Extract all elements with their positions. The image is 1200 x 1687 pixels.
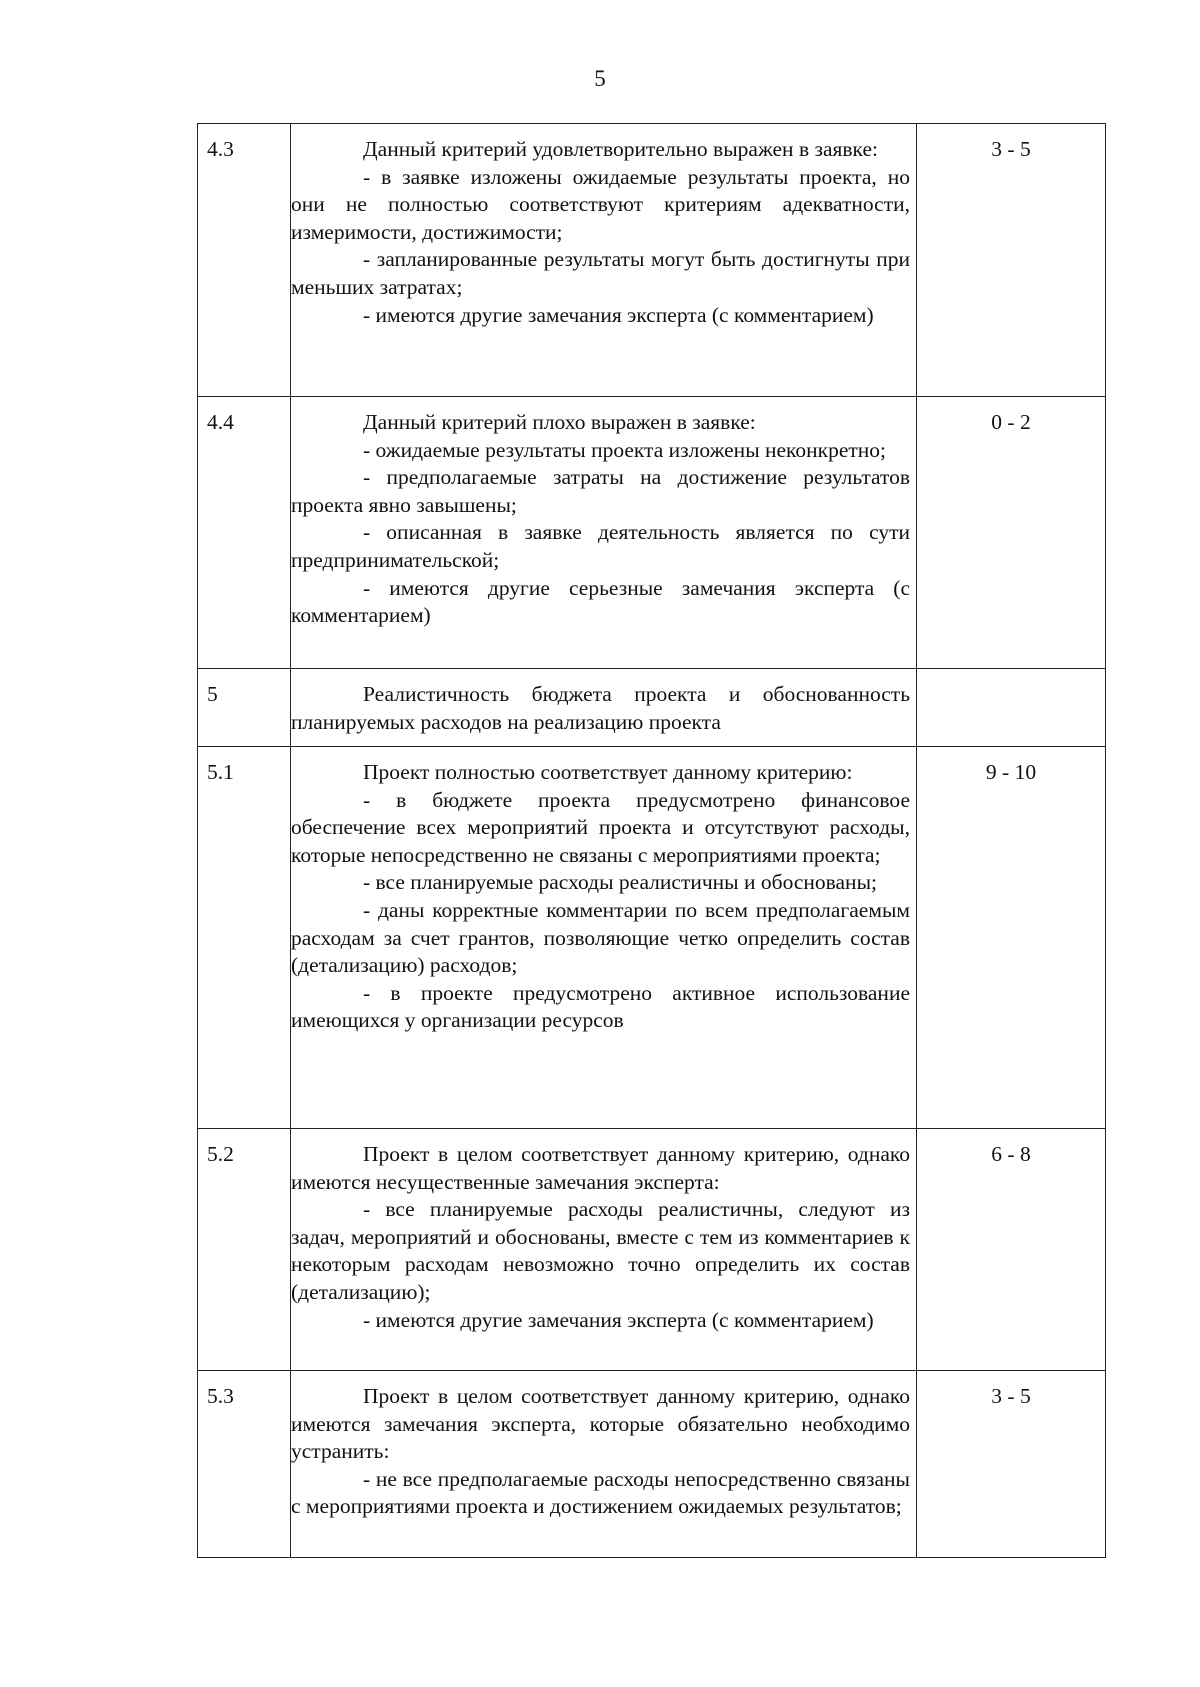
criterion-paragraph: - не все предполагаемые расходы непосредственно связаны с мероприятиями проекта и достижением ожидаемых результатов; xyxy=(291,1466,910,1519)
criterion-paragraph: - в проекте предусмотрено активное использование имеющихся у организации ресурсов xyxy=(291,980,910,1033)
criterion-paragraph: - все планируемые расходы реалистичны и обоснованы; xyxy=(363,870,877,895)
criterion-description xyxy=(291,397,917,669)
table-row xyxy=(198,747,1106,1129)
criterion-score: 3 - 5 xyxy=(917,1371,1106,1558)
criterion-paragraph: Проект в целом соответствует данному критерию, однако имеются замечания эксперта, которые обязательно необходимо устранить: xyxy=(291,1384,910,1464)
criterion-score xyxy=(917,669,1106,747)
criterion-paragraph: - предполагаемые затраты на достижение результатов проекта явно завышены; xyxy=(291,465,910,517)
criterion-description xyxy=(291,669,917,747)
criterion-number: 5.3 xyxy=(198,1371,291,1558)
table-row xyxy=(198,397,1106,669)
criterion-paragraph: Проект полностью соответствует данному критерию: xyxy=(363,760,853,784)
table-row xyxy=(198,1371,1106,1558)
criterion-paragraph: Данный критерий плохо выражен в заявке: xyxy=(363,410,756,434)
criterion-paragraph: - описанная в заявке деятельность является по сути предпринимательской; xyxy=(291,520,910,572)
criterion-paragraph: - имеются другие серьезные замечания эксперта (с комментарием) xyxy=(291,575,910,628)
criterion-number: 4.4 xyxy=(198,397,291,669)
criterion-paragraph: - все планируемые расходы реалистичны, следуют из задач, мероприятий и обоснованы, вместе с тем из комментариев к некоторым расходам невозможно точно определить их состав (детализацию); xyxy=(291,1197,910,1304)
criterion-paragraph: - даны корректные комментарии по всем предполагаемым расходам за счет грантов, позволяющие четко определить состав (детализацию) расходов; xyxy=(291,897,910,978)
criterion-paragraph: - ожидаемые результаты проекта изложены неконкретно; xyxy=(363,437,887,462)
criterion-score: 3 - 5 xyxy=(917,124,1106,397)
criterion-paragraph: - имеются другие замечания эксперта (с комментарием) xyxy=(363,302,874,327)
table-row xyxy=(198,1129,1106,1371)
criterion-number: 5.1 xyxy=(198,747,291,1129)
criterion-score: 6 - 8 xyxy=(917,1129,1106,1371)
criterion-description xyxy=(291,747,917,1129)
criterion-description xyxy=(291,124,917,397)
criterion-paragraph: Реалистичность бюджета проекта и обоснованность планируемых расходов на реализацию проекта xyxy=(291,682,910,734)
criterion-paragraph: - в заявке изложены ожидаемые результаты проекта, но они не полностью соответствуют критериям адекватности, измеримости, достижимости; xyxy=(291,164,910,244)
criterion-paragraph: Проект в целом соответствует данному критерию, однако имеются несущественные замечания эксперта: xyxy=(291,1142,910,1194)
criterion-number: 4.3 xyxy=(198,124,291,397)
criterion-paragraph: Данный критерий удовлетворительно выражен в заявке: xyxy=(363,137,878,161)
criterion-description xyxy=(291,1371,917,1558)
table-row xyxy=(198,124,1106,397)
criterion-description xyxy=(291,1129,917,1371)
criterion-paragraph: - имеются другие замечания эксперта (с комментарием) xyxy=(363,1307,874,1332)
criterion-score: 0 - 2 xyxy=(917,397,1106,669)
criteria-table xyxy=(197,123,1106,1558)
criterion-number: 5 xyxy=(198,669,291,747)
criterion-paragraph: - в бюджете проекта предусмотрено финансовое обеспечение всех мероприятий проекта и отсутствуют расходы, которые непосредственно не связаны с мероприятиями проекта; xyxy=(291,787,910,867)
criterion-paragraph: - запланированные результаты могут быть достигнуты при меньших затратах; xyxy=(291,247,910,299)
page-number: 5 xyxy=(594,66,606,91)
criterion-number: 5.2 xyxy=(198,1129,291,1371)
criterion-score: 9 - 10 xyxy=(917,747,1106,1129)
table-row xyxy=(198,669,1106,747)
